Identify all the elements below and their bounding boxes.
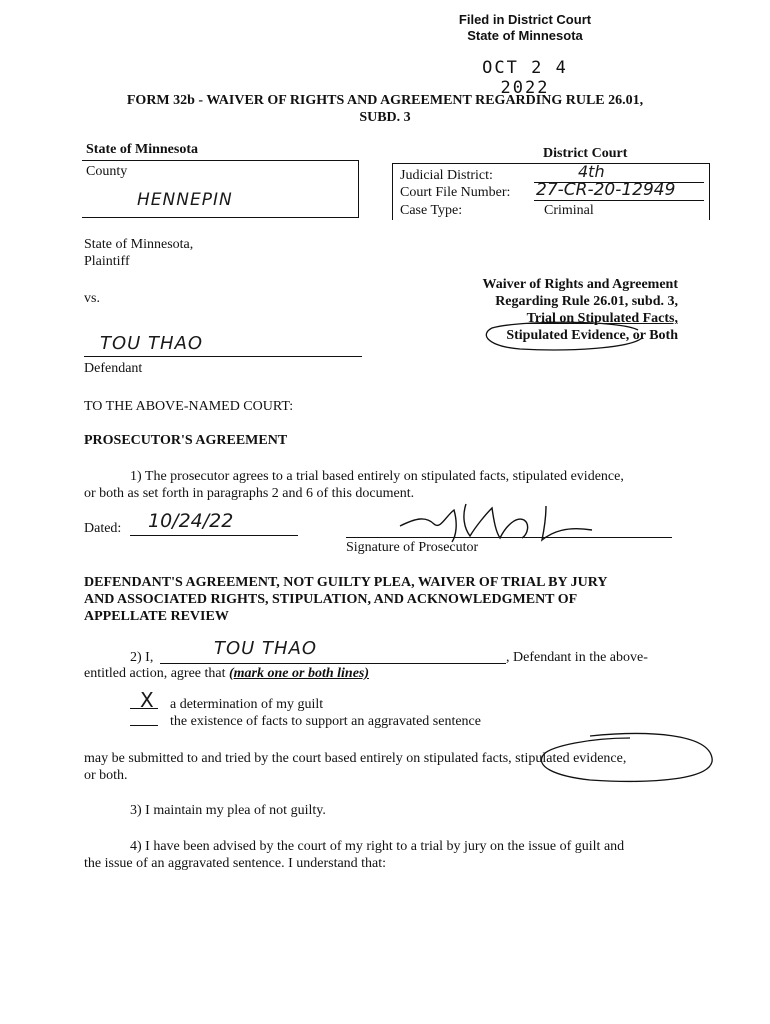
plaintiff-block <box>84 236 193 270</box>
prosecutor-para-line-2: or both as set forth in paragraphs 2 and 6 of this document. <box>84 486 415 501</box>
option-2-blank <box>130 725 158 726</box>
defendant-signature-line <box>84 356 362 357</box>
p2-name-handwritten: TOU THAO <box>214 638 318 659</box>
defendant-heading-line-1: DEFENDANT'S AGREEMENT, NOT GUILTY PLEA, WAIVER OF TRIAL BY JURY <box>84 575 608 590</box>
p2-name-line <box>160 663 506 664</box>
defendant-heading-line-2: AND ASSOCIATED RIGHTS, STIPULATION, AND ACKNOWLEDGMENT OF <box>84 592 578 607</box>
p2-suffix: , Defendant in the above- <box>506 650 648 665</box>
stamp-line-2: State of Minnesota <box>467 28 583 43</box>
form-title-line-1: FORM 32b - WAIVER OF RIGHTS AND AGREEMENT REGARDING RULE 26.01, <box>126 93 644 108</box>
option-1-text: a determination of my guilt <box>170 697 324 712</box>
form-title <box>40 92 730 126</box>
court-file-value: 27-CR-20-12949 <box>536 180 676 200</box>
waiver-title-line-2: Regarding Rule 26.01, subd. 3, <box>495 294 678 309</box>
form-title-line-2: SUBD. 3 <box>359 110 411 125</box>
state-label: State of Minnesota <box>86 142 198 157</box>
to-court-text: TO THE ABOVE-NAMED COURT: <box>84 399 294 414</box>
waiver-title-or-both: or Both <box>632 328 678 343</box>
prosecutor-heading: PROSECUTOR'S AGREEMENT <box>84 433 288 448</box>
p2-line-2 <box>84 665 369 682</box>
court-file-label: Court File Number: <box>400 185 511 200</box>
handwritten-circle-mark-2 <box>530 728 720 788</box>
plaintiff-line-2: Plaintiff <box>84 254 130 269</box>
p2-cont-line-2: or both. <box>84 768 128 783</box>
defendant-heading <box>84 574 724 625</box>
p4-paragraph <box>84 838 724 872</box>
waiver-title-line-3: Trial on Stipulated Facts, <box>526 311 678 326</box>
court-file-line <box>534 200 704 201</box>
p2-instruction: (mark one or both lines) <box>229 666 370 681</box>
stamp-line-1: Filed in District Court <box>458 12 592 27</box>
handwritten-circle-mark <box>480 318 650 352</box>
prosecutor-para-line-1: 1) The prosecutor agrees to a trial based entirely on stipulated facts, stipulated evidence, <box>130 469 624 484</box>
stamp-date: OCT 2 4 2022 <box>482 58 568 98</box>
signature-of-prosecutor-label: Signature of Prosecutor <box>346 540 479 555</box>
p3-text: 3) I maintain my plea of not guilty. <box>130 803 326 818</box>
dated-label: Dated: <box>84 521 122 536</box>
filing-stamp <box>440 12 610 44</box>
option-1-mark: X <box>140 688 154 712</box>
waiver-title-stipulated-evidence: Stipulated Evidence, <box>506 328 630 343</box>
county-label: County <box>86 164 128 179</box>
case-type-label: Case Type: <box>400 203 463 218</box>
p2-line-2-text: entitled action, agree that <box>84 666 229 681</box>
dated-handwritten: 10/24/22 <box>148 510 234 532</box>
case-type-value: Criminal <box>544 203 594 218</box>
defendant-label: Defendant <box>84 361 143 376</box>
p2-prefix: 2) I, <box>130 650 154 665</box>
p4-line-1: 4) I have been advised by the court of my right to a trial by jury on the issue of guilt and <box>130 839 625 854</box>
waiver-title-line-1: Waiver of Rights and Agreement <box>482 277 678 292</box>
vs-text: vs. <box>84 291 100 306</box>
dated-line <box>130 535 298 536</box>
defendant-heading-line-3: APPELLATE REVIEW <box>84 609 229 624</box>
court-label: District Court <box>543 146 628 161</box>
p2-cont-line-1: may be submitted to and tried by the court based entirely on stipulated facts, stipulated evidence, <box>84 751 627 766</box>
judicial-district-label: Judicial District: <box>400 168 493 183</box>
option-2-text: the existence of facts to support an aggravated sentence <box>170 714 481 729</box>
plaintiff-line-1: State of Minnesota, <box>84 237 194 252</box>
judicial-district-value: 4th <box>578 162 605 181</box>
defendant-name-handwritten: TOU THAO <box>100 333 204 354</box>
p4-line-2: the issue of an aggravated sentence. I understand that: <box>84 856 387 871</box>
county-handwritten: HENNEPIN <box>137 190 233 210</box>
